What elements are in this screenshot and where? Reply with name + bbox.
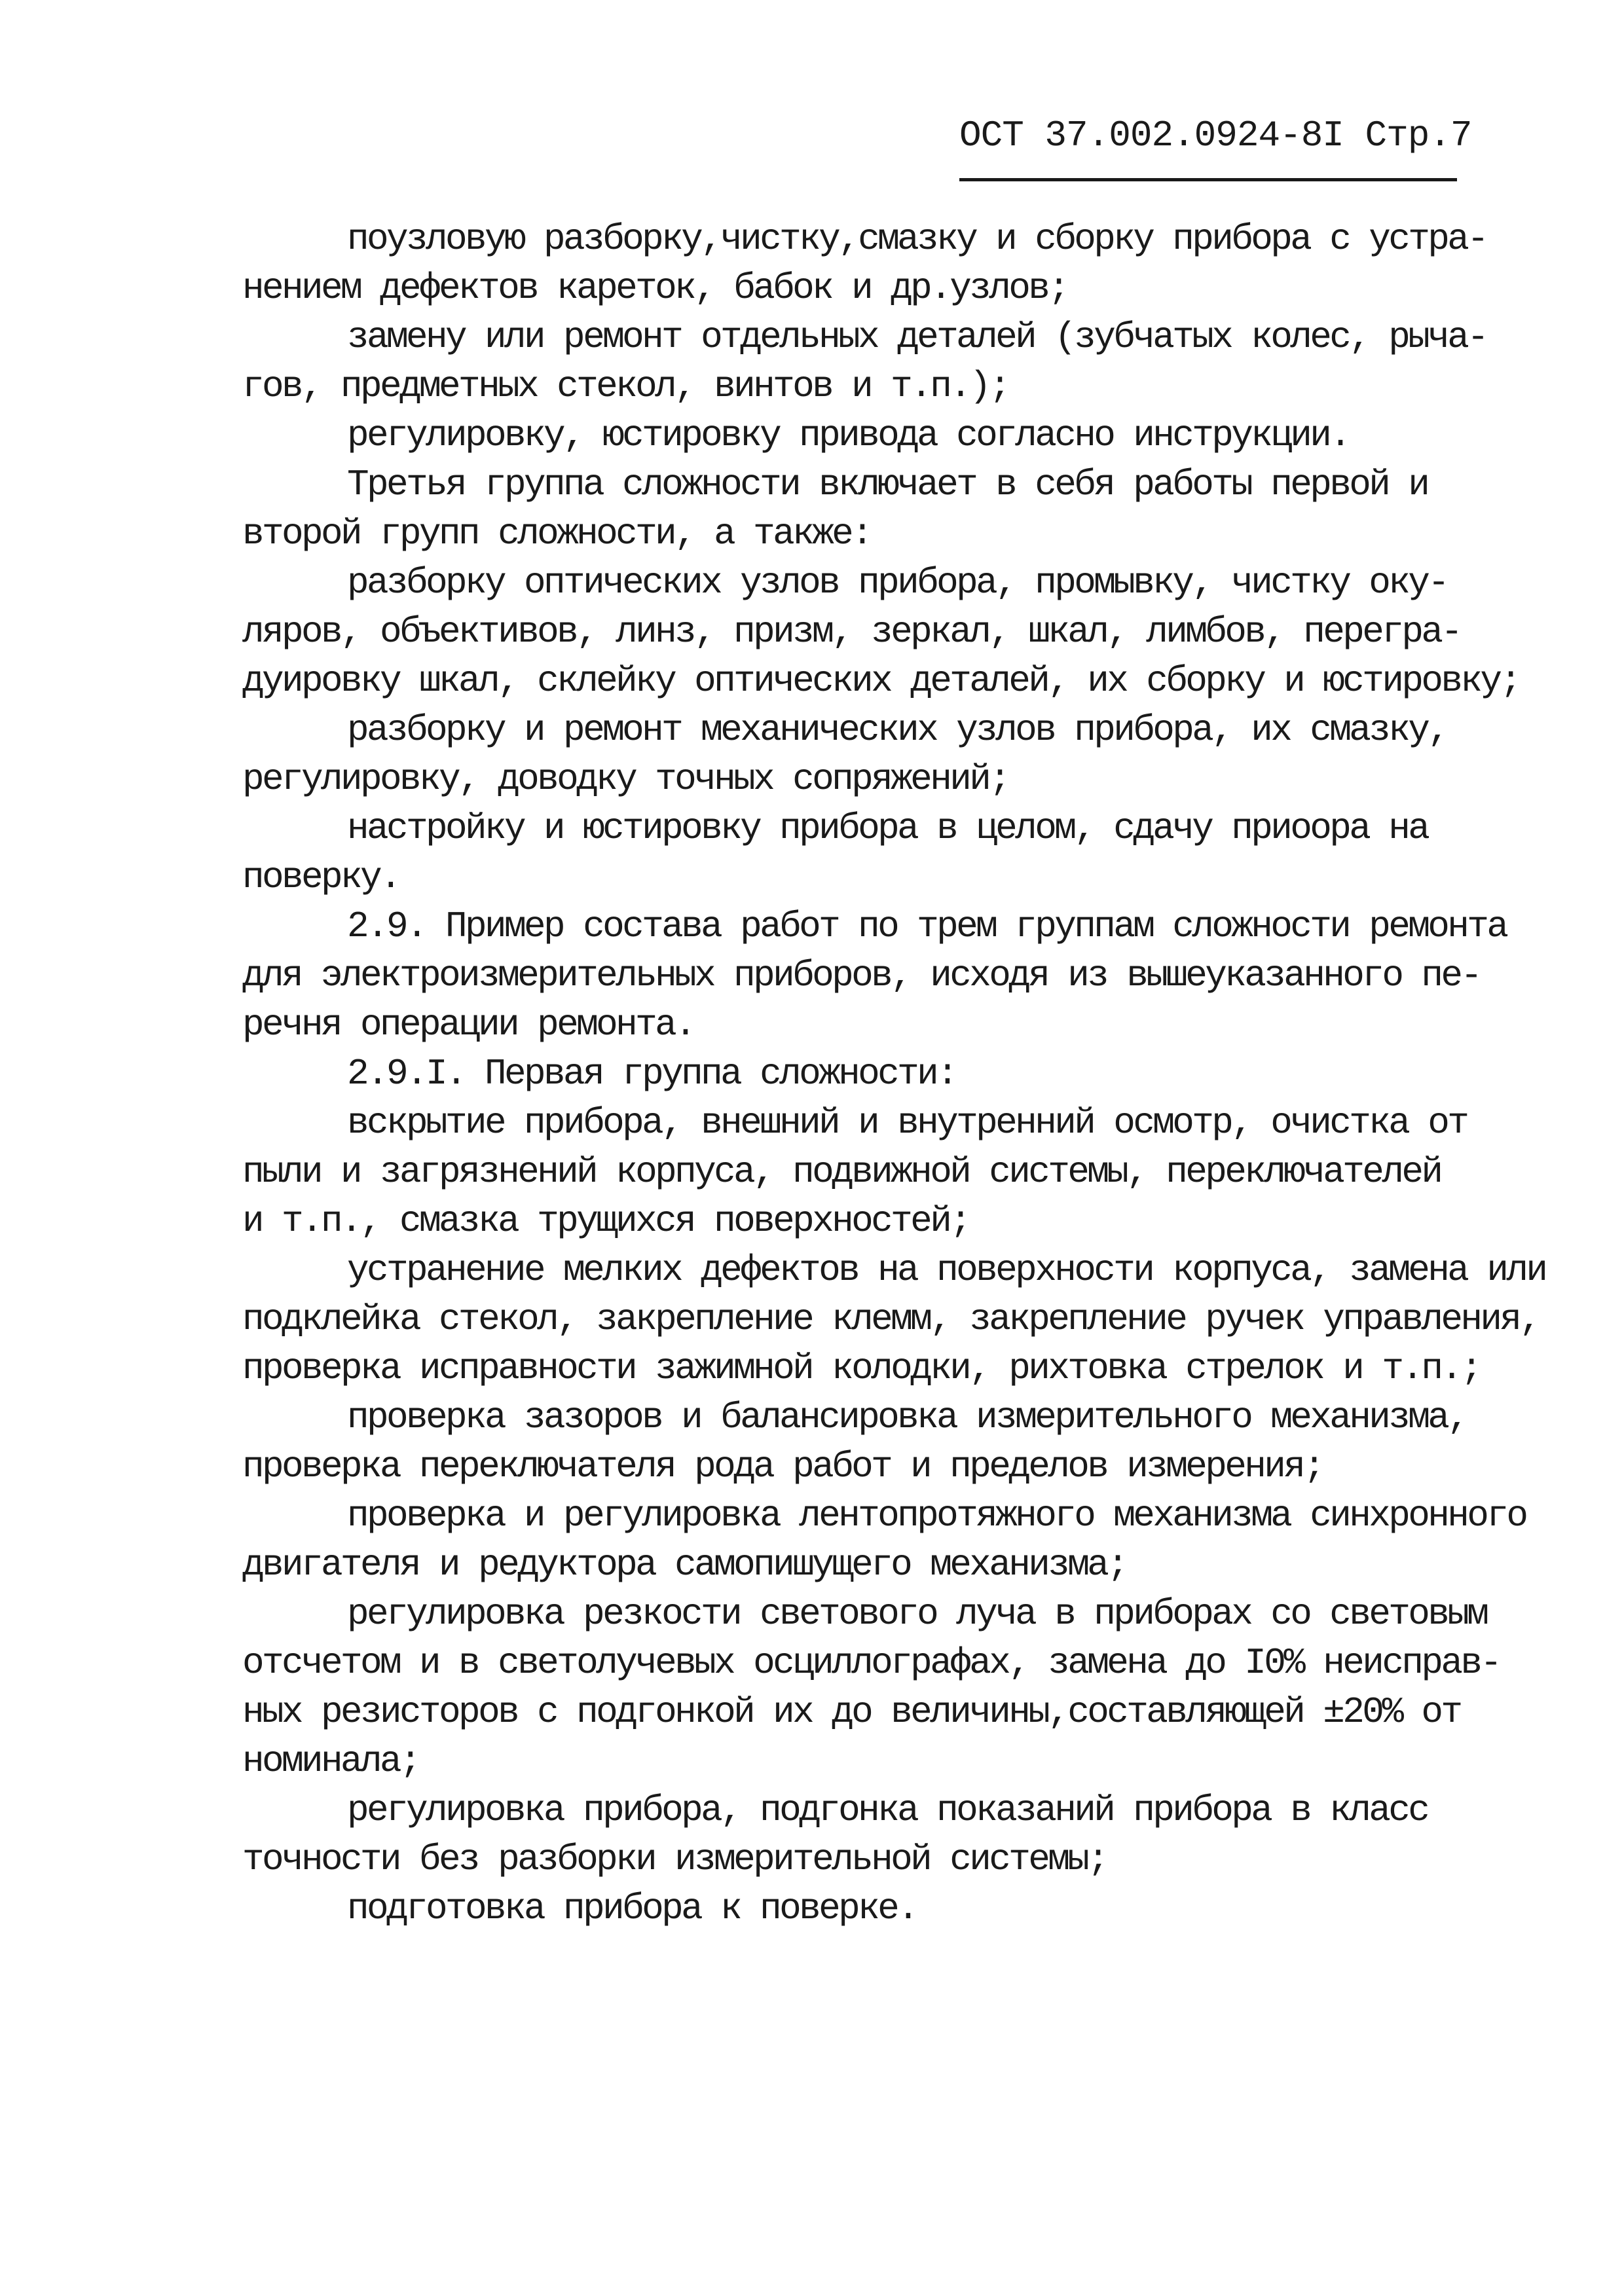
text-line: номинала; — [242, 1740, 420, 1782]
text-line: 2.9. Пример состава работ по трем группам сложности ремонта — [347, 905, 1507, 947]
text-line: регулировка прибора, подгонка показаний прибора в класс — [347, 1789, 1428, 1831]
page-header-code: ОСТ 37.002.0924-8I Стр.7 — [959, 115, 1472, 156]
text-line: подклейка стекол, закрепление клемм, закрепление ручек управления, — [242, 1298, 1540, 1340]
text-line: дуировку шкал, склейку оптических деталей, их сборку и юстировку; — [242, 660, 1520, 702]
text-line: регулировку, юстировку привода согласно инструкции. — [347, 414, 1350, 456]
text-line: отсчетом и в светолучевых осциллографах, замена до I0% неисправ- — [242, 1642, 1500, 1684]
text-line: вскрытие прибора, внешний и внутренний осмотр, очистка от — [347, 1102, 1467, 1144]
text-line: регулировка резкости светового луча в приборах со световым — [347, 1593, 1487, 1635]
text-line: и т.п., смазка трущихся поверхностей; — [242, 1200, 970, 1242]
text-line: точности без разборки измерительной системы; — [242, 1838, 1107, 1880]
text-line: речня операции ремонта. — [242, 1004, 695, 1046]
text-line: разборку и ремонт механических узлов прибора, их смазку, — [347, 709, 1448, 751]
section-heading: 2.9.I. Первая группа сложности: — [347, 1053, 957, 1095]
text-line: подготовка прибора к поверке. — [347, 1887, 917, 1929]
text-line: Третья группа сложности включает в себя работы первой и — [347, 464, 1428, 505]
text-line: проверка переключателя рода работ и пределов измерения; — [242, 1446, 1323, 1487]
text-line: разборку оптических узлов прибора, промывку, чистку оку- — [347, 562, 1448, 604]
text-line: проверка и регулировка лентопротяжного механизма синхронного — [347, 1495, 1526, 1537]
text-line: второй групп сложности, а также: — [242, 513, 872, 555]
header-underline — [959, 178, 1457, 181]
text-line: замену или ремонт отдельных деталей (зубчатых колес, рыча- — [347, 316, 1487, 358]
text-line: проверка зазоров и балансировка измерительного механизма, — [347, 1396, 1467, 1438]
text-line: гов, предметных стекол, винтов и т.п.); — [242, 365, 1009, 407]
text-line: настройку и юстировку прибора в целом, сдачу приоора на — [347, 807, 1428, 849]
text-line: двигателя и редуктора самопишущего механизма; — [242, 1544, 1127, 1586]
text-line: проверка исправности зажимной колодки, рихтовка стрелок и т.п.; — [242, 1347, 1481, 1389]
text-line: поверку. — [242, 856, 400, 898]
text-line: ных резисторов с подгонкой их до величины,составляющей ±20% от — [242, 1691, 1461, 1733]
text-line: регулировку, доводку точных сопряжений; — [242, 758, 1009, 800]
text-line: для электроизмерительных приборов, исходя из вышеуказанного пе- — [242, 955, 1481, 996]
text-line: устранение мелких дефектов на поверхности корпуса, замена или — [347, 1249, 1546, 1291]
text-line: пыли и загрязнений корпуса, подвижной системы, переключателей — [242, 1151, 1441, 1193]
text-line: поузловую разборку,чистку,смазку и сборку прибора с устра- — [347, 218, 1487, 260]
text-line: ляров, объективов, линз, призм, зеркал, шкал, лимбов, перегра- — [242, 611, 1461, 653]
text-line: нением дефектов кареток, бабок и др.узлов; — [242, 267, 1068, 309]
